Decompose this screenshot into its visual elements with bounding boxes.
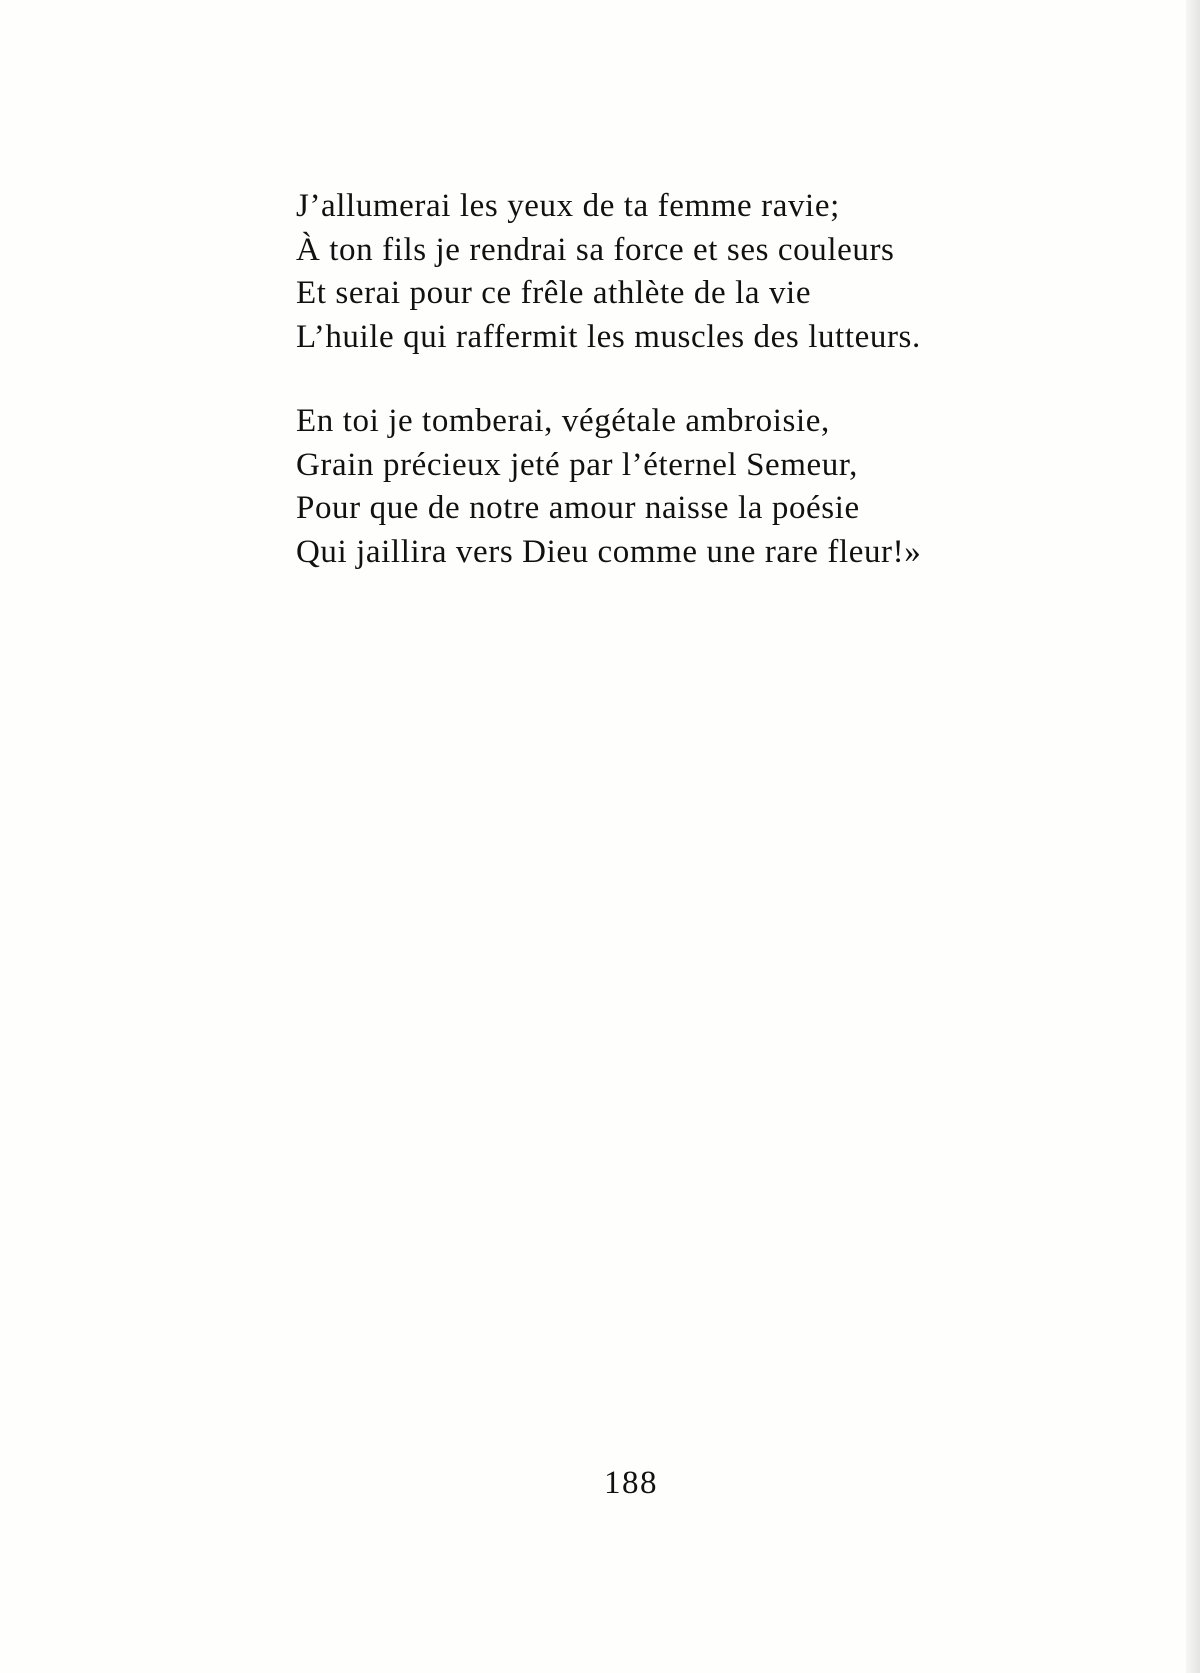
verse-line: L’huile qui raffermit les muscles des lutteurs.	[296, 318, 921, 355]
verse-line: J’allumerai les yeux de ta femme ravie;	[296, 188, 840, 224]
poem-stanza-1	[296, 185, 921, 359]
page-edge-shadow	[1186, 0, 1200, 1673]
verse-line: À ton fils je rendrai sa force et ses couleurs	[296, 231, 895, 268]
verse-line: En toi je tomberai, végétale ambroisie,	[296, 403, 830, 439]
verse-line: Pour que de notre amour naisse la poésie	[296, 490, 860, 526]
verse-line: Qui jaillira vers Dieu comme une rare fleur!»	[296, 533, 922, 570]
page-number: 188	[604, 1465, 658, 1501]
verse-line: Grain précieux jeté par l’éternel Semeur,	[296, 446, 859, 483]
verse-line: Et serai pour ce frêle athlète de la vie	[296, 275, 812, 311]
poem-stanza-2	[296, 400, 921, 574]
